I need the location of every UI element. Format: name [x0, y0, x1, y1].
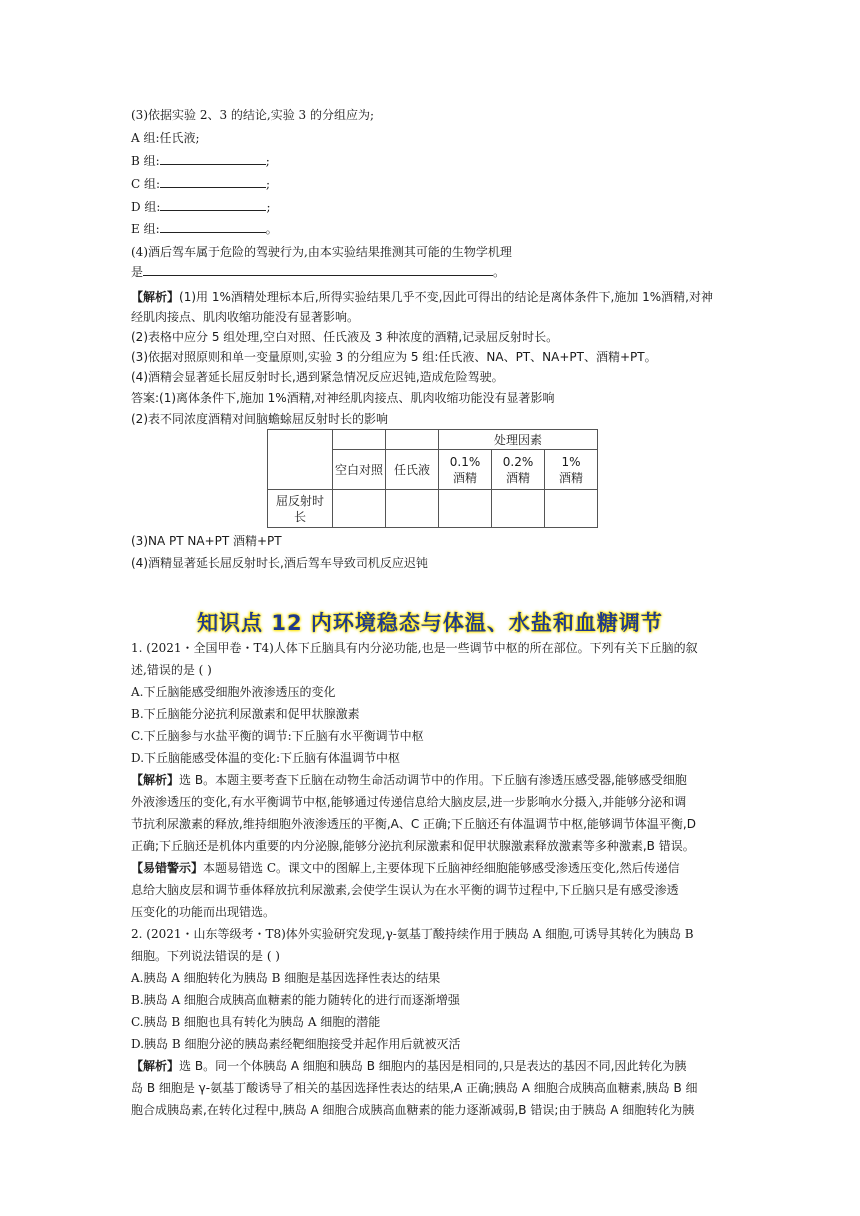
table-cell	[545, 490, 598, 528]
table-corner	[268, 430, 333, 450]
table-empty	[386, 430, 439, 450]
analysis-4: (4)酒精会显著延长屈反射时长,遇到紧急情况反应迟钝,造成危险驾驶。	[131, 370, 504, 384]
analysis-2: (2)表格中应分 5 组处理,空白对照、任氏液及 3 种浓度的酒精,记录屈反射时长。	[131, 330, 559, 344]
q2-option-b: B.胰岛 A 细胞合成胰高血糖素的能力随转化的进行而逐渐增强	[131, 993, 460, 1007]
q1-option-a: A.下丘脑能感受细胞外液渗透压的变化	[131, 685, 336, 699]
table-col-alcohol-02: 0.2% 酒精	[492, 450, 545, 490]
q1-warning-3: 压变化的功能而出现错选。	[131, 905, 276, 919]
q1-stem: 1. (2021・全国甲卷・T4)人体下丘脑具有内分泌功能,也是一些调节中枢的所在部位。下列有关下丘脑的叙	[131, 641, 698, 655]
table-cell	[439, 490, 492, 528]
group-c: C 组: ;	[131, 177, 271, 191]
q1-analysis-4: 正确;下丘脑还是机体内重要的内分泌腺,能够分泌抗利尿激素和促甲状腺激素释放激素等多种激素,B 错误。	[131, 839, 695, 853]
q2-stem: 2. (2021・山东等级考・T8)体外实验研究发现,γ-氨基丁酸持续作用于胰岛 A 细胞,可诱导其转化为胰岛 B	[131, 927, 694, 941]
q2-stem-2: 细胞。下列说法错误的是 ( )	[131, 949, 280, 963]
table-corner-bottom	[268, 450, 333, 490]
table-header-factor: 处理因素	[439, 430, 598, 450]
q1-analysis-2: 外液渗透压的变化,有水平衡调节中枢,能够通过传递信息给大脑皮层,进一步影响水分摄入,并能够分泌和调	[131, 795, 687, 809]
analysis-1b: 经肌肉接点、肌肉收缩功能没有显著影响。	[131, 310, 360, 324]
group-e: E 组: 。	[131, 222, 278, 236]
q1-option-d: D.下丘脑能感受体温的变化:下丘脑有体温调节中枢	[131, 751, 401, 765]
q2-option-d: D.胰岛 B 细胞分泌的胰岛素经靶细胞接受并起作用后就被灭活	[131, 1037, 461, 1051]
analysis-3: (3)依据对照原则和单一变量原则,实验 3 的分组应为 5 组:任氏液、NA、PT、NA+PT、酒精+PT。	[131, 350, 657, 364]
analysis-1: 【解析】(1)用 1%酒精处理标本后,所得实验结果几乎不变,因此可得出的结论是离体条件下,施加 1%酒精,对神	[131, 290, 713, 304]
table-cell	[333, 490, 386, 528]
q1-option-c: C.下丘脑参与水盐平衡的调节:下丘脑有水平衡调节中枢	[131, 729, 424, 743]
q1-option-b: B.下丘脑能分泌抗利尿激素和促甲状腺激素	[131, 707, 360, 721]
group-d: D 组: ;	[131, 200, 271, 214]
section-title: 知识点 12 内环境稳态与体温、水盐和血糖调节	[197, 611, 663, 635]
q2-option-a: A.胰岛 A 细胞转化为胰岛 B 细胞是基因选择性表达的结果	[131, 971, 441, 985]
q1-warning: 【易错警示】本题易错选 C。课文中的图解上,主要体现下丘脑神经细胞能够感受渗透压变化,然后传递信	[131, 861, 680, 875]
answer-4: (4)酒精显著延长屈反射时长,酒后驾车导致司机反应迟钝	[131, 556, 428, 570]
table-col-alcohol-1: 1% 酒精	[545, 450, 598, 490]
q2-analysis-2: 岛 B 细胞是 γ-氨基丁酸诱导了相关的基因选择性表达的结果,A 正确;胰岛 A 细胞合成胰高血糖素,胰岛 B 细	[131, 1081, 698, 1095]
table-empty	[333, 430, 386, 450]
table-col-alcohol-01: 0.1% 酒精	[439, 450, 492, 490]
answer-1: 答案:(1)离体条件下,施加 1%酒精,对神经肌肉接点、肌肉收缩功能没有显著影响	[131, 391, 555, 405]
answer-3: (3)NA PT NA+PT 酒精+PT	[131, 534, 282, 548]
q1-stem-2: 述,错误的是 ( )	[131, 663, 212, 677]
q2-option-c: C.胰岛 B 细胞也具有转化为胰岛 A 细胞的潜能	[131, 1015, 381, 1029]
table-col-ringer: 任氏液	[386, 450, 439, 490]
q1-analysis-3: 节抗利尿激素的释放,维持细胞外液渗透压的平衡,A、C 正确;下丘脑还有体温调节中枢,能够调节体温平衡,D	[131, 817, 696, 831]
table-cell	[386, 490, 439, 528]
question-4: (4)酒后驾车属于危险的驾驶行为,由本实验结果推测其可能的生物学机理	[131, 245, 512, 259]
table-col-blank-control: 空白对照	[333, 450, 386, 490]
answer-2: (2)表不同浓度酒精对间脑蟾蜍屈反射时长的影响	[131, 412, 388, 426]
table-row-label: 屈反射时长	[268, 490, 333, 528]
result-table	[267, 429, 598, 528]
table-cell	[492, 490, 545, 528]
group-b: B 组: ;	[131, 154, 270, 168]
q1-warning-2: 息给大脑皮层和调节垂体释放抗利尿激素,会使学生误认为在水平衡的调节过程中,下丘脑只是有感受渗透	[131, 883, 679, 897]
q1-analysis: 【解析】选 B。本题主要考查下丘脑在动物生命活动调节中的作用。下丘脑有渗透压感受器,能够感受细胞	[131, 773, 687, 787]
question-3: (3)依据实验 2、3 的结论,实验 3 的分组应为;	[131, 108, 375, 122]
q2-analysis-3: 胞合成胰岛素,在转化过程中,胰岛 A 细胞合成胰高血糖素的能力逐渐减弱,B 错误;由于胰岛 A 细胞转化为胰	[131, 1103, 695, 1117]
question-4-blank: 是 。	[131, 265, 506, 279]
group-a: A 组:任氏液;	[131, 131, 200, 145]
q2-analysis: 【解析】选 B。同一个体胰岛 A 细胞和胰岛 B 细胞内的基因是相同的,只是表达的基因不同,因此转化为胰	[131, 1059, 687, 1073]
